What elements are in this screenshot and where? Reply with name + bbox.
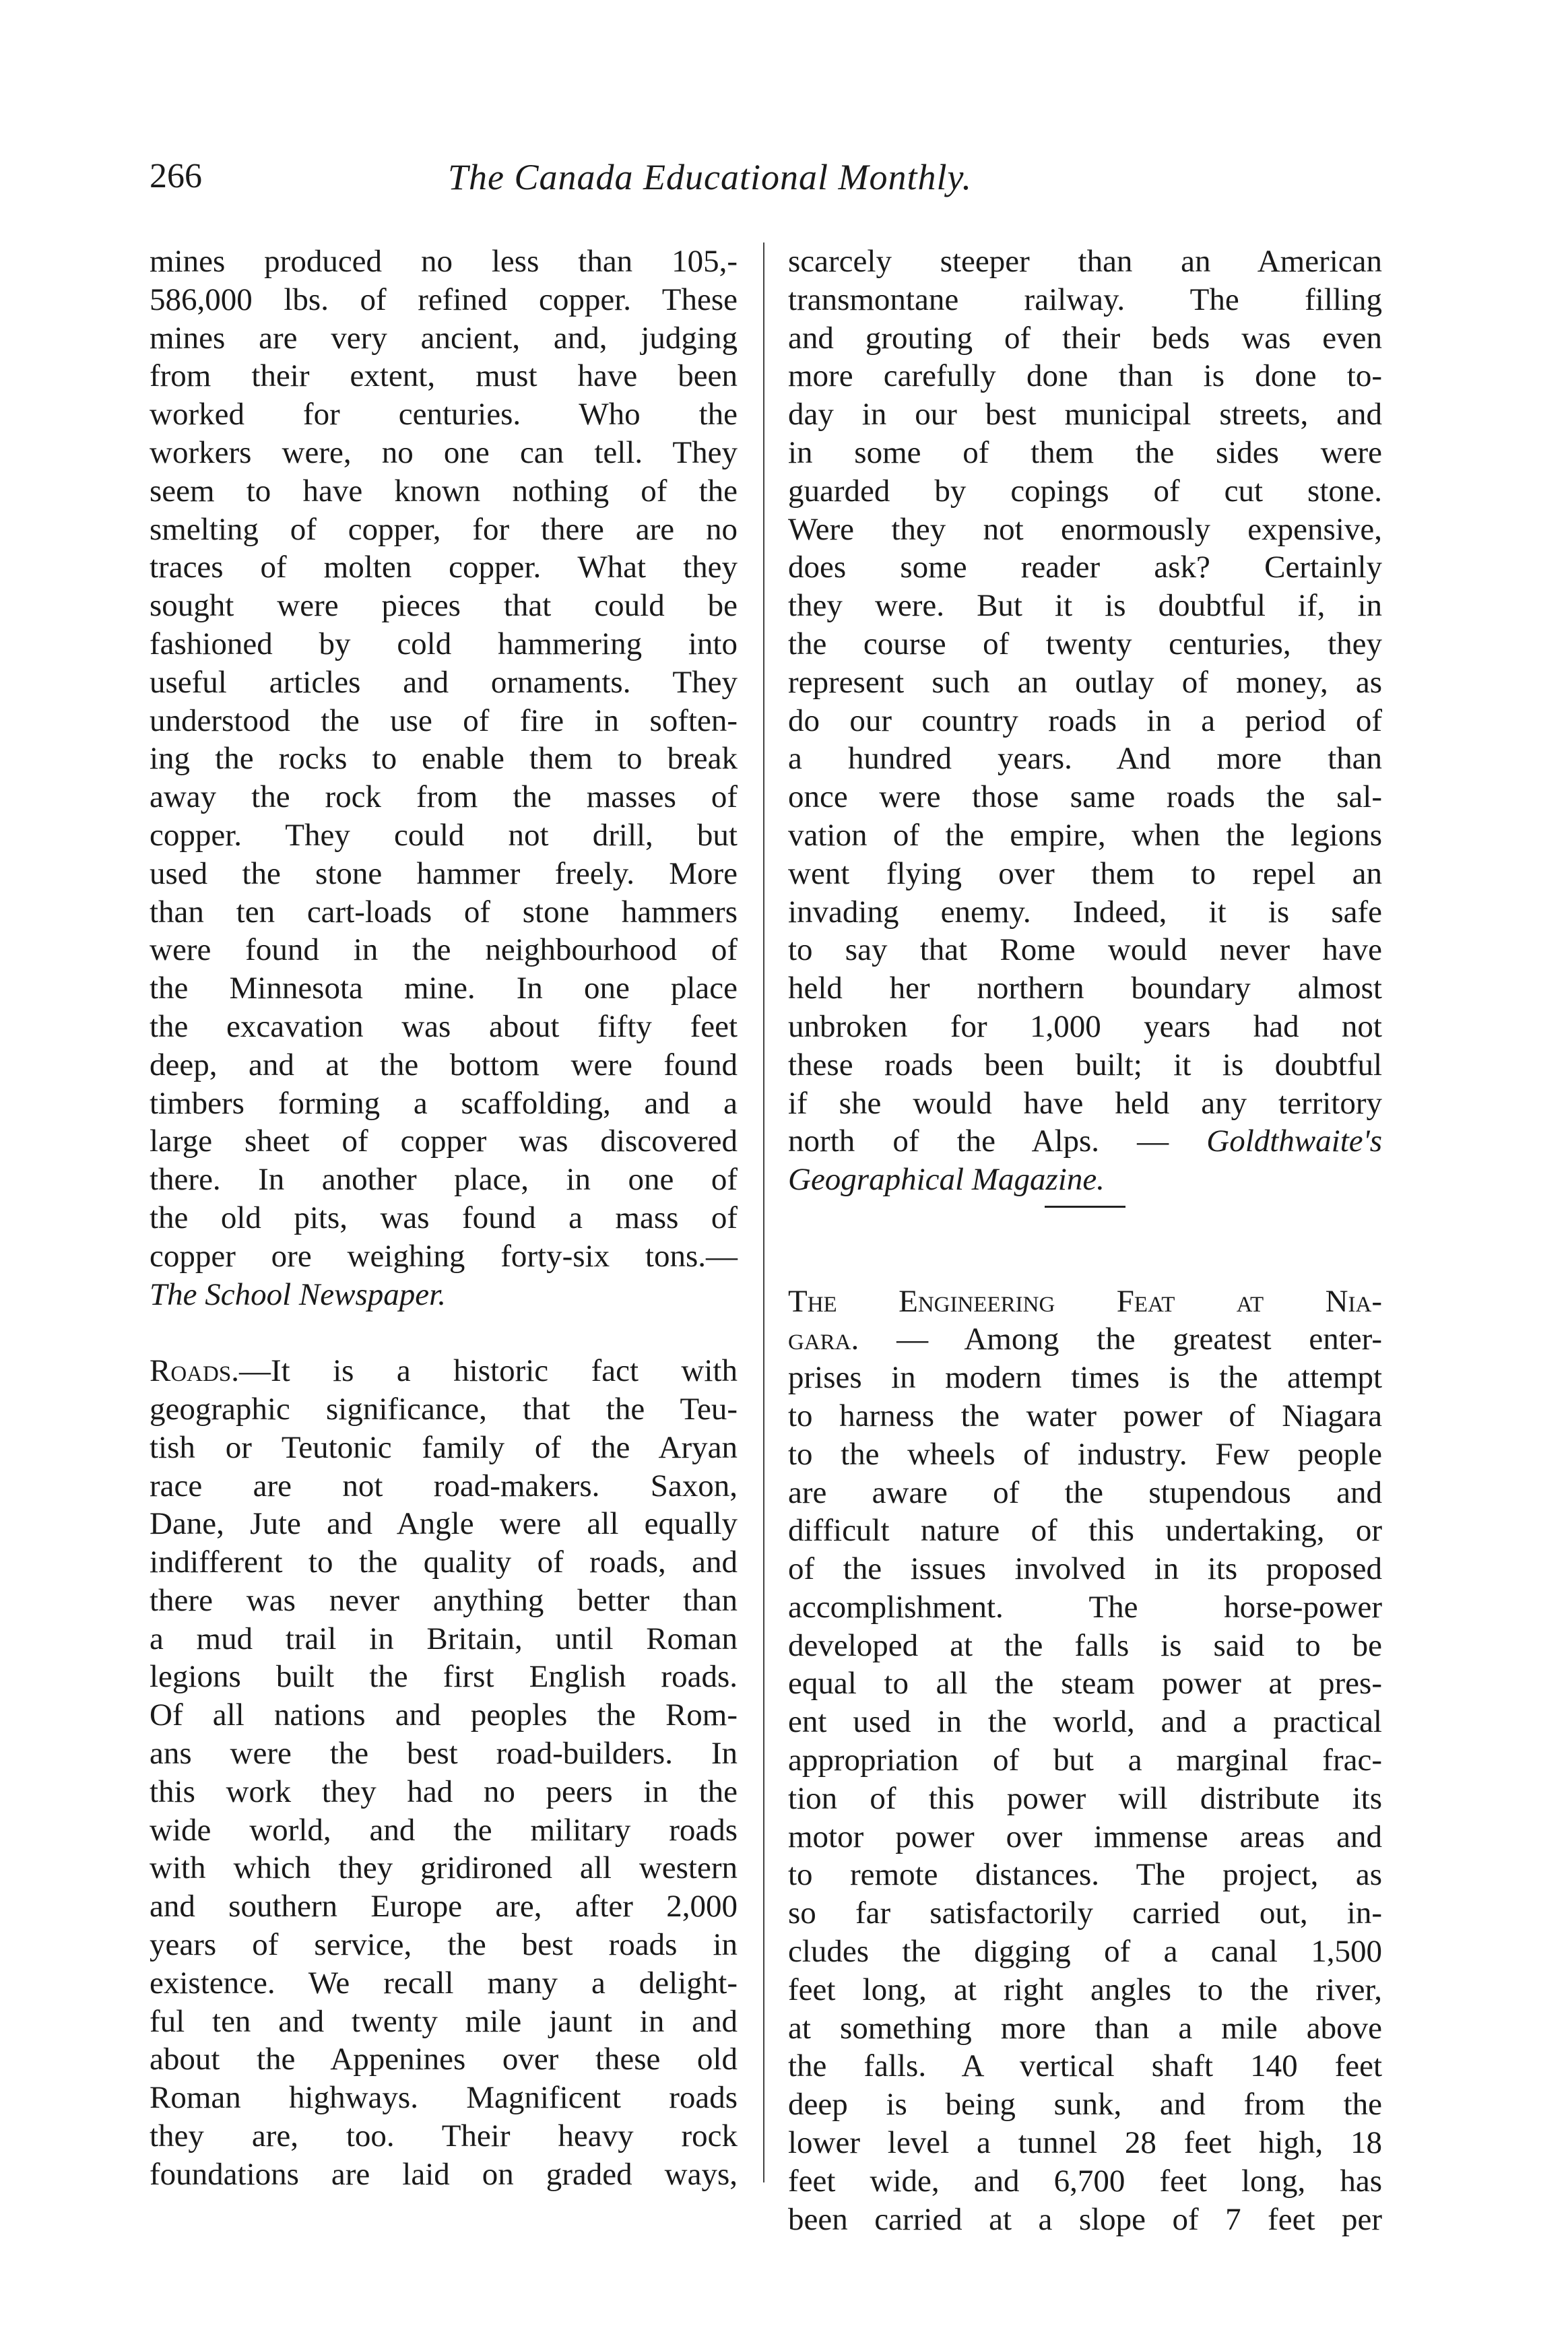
text-line: there. In another place, in one of: [150, 1162, 738, 1198]
text-line: vation of the empire, when the legions: [788, 817, 1382, 853]
text-line: [788, 1283, 1382, 1321]
text-line: Dane, Jute and Angle were all equally: [150, 1506, 738, 1542]
text-line: so far satisfactorily carried out, in-: [788, 1896, 1382, 1931]
text-line: held her northern boundary almost: [788, 971, 1382, 1006]
text-line: about the Appenines over these old: [150, 2042, 738, 2077]
text-line: the excavation was about fifty feet: [150, 1008, 738, 1044]
text-line: mines are very ancient, and, judging: [150, 320, 738, 356]
text-line: away the rock from the masses of: [150, 779, 738, 815]
text-line: deep is being sunk, and from the: [788, 2087, 1382, 2123]
text-line: sought were pieces that could be: [150, 588, 738, 624]
text-line: seem to have known nothing of the: [150, 473, 738, 509]
text-line: feet long, at right angles to the river,: [788, 1972, 1382, 2007]
text-line: useful articles and ornaments. They: [150, 664, 738, 700]
text-line: used the stone hammer freely. More: [150, 855, 738, 891]
text-line: existence. We recall many a delight-: [150, 1965, 738, 2001]
text-line: timbers forming a scaffolding, and a: [150, 1085, 738, 1121]
paragraph: [788, 1283, 1382, 2239]
text-line: day in our best municipal streets, and: [788, 397, 1382, 432]
text-line: [150, 1276, 738, 1314]
text-line: there was never anything better than: [150, 1582, 738, 1618]
text-line: they are, too. Their heavy rock: [150, 2118, 738, 2154]
text-line: geographic significance, that the Teu-: [150, 1391, 738, 1427]
running-title: The Canada Educational Monthly.: [448, 157, 972, 197]
text-line: at something more than a mile above: [788, 2010, 1382, 2046]
text-line: scarcely steeper than an American: [788, 244, 1382, 279]
text-line: in some of them the sides were: [788, 434, 1382, 470]
paragraph-gap: [150, 1314, 738, 1352]
text-line: appropriation of but a marginal frac-: [788, 1743, 1382, 1778]
text-line: feet wide, and 6,700 feet long, has: [788, 2163, 1382, 2199]
column-divider: [763, 242, 764, 2182]
text-span: north of the Alps. —: [788, 1124, 1207, 1159]
text-line: than ten cart-loads of stone hammers: [150, 894, 738, 930]
text-line: wide world, and the military roads: [150, 1812, 738, 1848]
text-line: these roads been built; it is doubtful: [788, 1047, 1382, 1082]
text-line: fashioned by cold hammering into: [150, 626, 738, 661]
text-line: workers were, no one can tell. They: [150, 434, 738, 470]
text-line: [788, 1320, 1382, 1359]
text-line: from their extent, must have been: [150, 358, 738, 394]
text-line: to say that Rome would never have: [788, 932, 1382, 968]
text-line: motor power over immense areas and: [788, 1819, 1382, 1854]
text-line: race are not road-makers. Saxon,: [150, 1468, 738, 1503]
text-line: to the wheels of industry. Few people: [788, 1436, 1382, 1472]
text-line: do our country roads in a period of: [788, 703, 1382, 738]
text-line: to remote distances. The project, as: [788, 1857, 1382, 1893]
text-line: ans were the best road-builders. In: [150, 1736, 738, 1772]
text-line: indifferent to the quality of roads, and: [150, 1545, 738, 1580]
text-line: copper ore weighing forty-six tons.—: [150, 1238, 738, 1274]
section-separator: [788, 1206, 1382, 1283]
text-line: went flying over them to repel an: [788, 855, 1382, 891]
text-line: ing the rocks to enable them to break: [150, 741, 738, 777]
text-line: of the issues involved in its proposed: [788, 1551, 1382, 1587]
text-line: a mud trail in Britain, until Roman: [150, 1621, 738, 1656]
text-line: tish or Teutonic family of the Aryan: [150, 1429, 738, 1465]
text-line: deep, and at the bottom were found: [150, 1047, 738, 1082]
text-line: Roman highways. Magnificent roads: [150, 2080, 738, 2116]
text-line: [788, 1122, 1382, 1161]
text-line: a hundred years. And more than: [788, 741, 1382, 777]
text-line: are aware of the stupendous and: [788, 1475, 1382, 1510]
text-line: difficult nature of this undertaking, or: [788, 1513, 1382, 1549]
paragraph: [788, 242, 1382, 1199]
text-line: guarded by copings of cut stone.: [788, 473, 1382, 509]
text-line: and grouting of their beds was even: [788, 320, 1382, 356]
text-line: 586,000 lbs. of refined copper. These: [150, 282, 738, 317]
text-line: and southern Europe are, after 2,000: [150, 1889, 738, 1924]
text-line: Were they not enormously expensive,: [788, 511, 1382, 547]
short-rule: [1045, 1206, 1125, 1208]
text-line: unbroken for 1,000 years had not: [788, 1008, 1382, 1044]
text-line: smelting of copper, for there are no: [150, 511, 738, 547]
text-line: accomplishment. The horse-power: [788, 1589, 1382, 1625]
text-line: ful ten and twenty mile jaunt in and: [150, 2003, 738, 2039]
text-line: invading enemy. Indeed, it is safe: [788, 894, 1382, 930]
text-line: foundations are laid on graded ways,: [150, 2156, 738, 2192]
text-line: legions built the first English roads.: [150, 1659, 738, 1695]
page-number: 266: [150, 157, 202, 195]
left-column: [150, 242, 738, 2194]
text-line: mines produced no less than 105,-: [150, 244, 738, 279]
text-line: copper. They could not drill, but: [150, 817, 738, 853]
text-line: lower level a tunnel 28 feet high, 18: [788, 2125, 1382, 2161]
text-line: traces of molten copper. What they: [150, 550, 738, 585]
small-caps-heading: The Engineering Feat at Nia-: [788, 1283, 1382, 1319]
text-line: ent used in the world, and a practical: [788, 1704, 1382, 1740]
text-line: years of service, the best roads in: [150, 1927, 738, 1963]
paragraph: [150, 1352, 738, 2194]
text-line: been carried at a slope of 7 feet per: [788, 2201, 1382, 2237]
text-line: they were. But it is doubtful if, in: [788, 588, 1382, 624]
text-line: were found in the neighbourhood of: [150, 932, 738, 968]
text-line: tion of this power will distribute its: [788, 1780, 1382, 1816]
text-line: transmontane railway. The filling: [788, 282, 1382, 317]
text-line: the old pits, was found a mass of: [150, 1200, 738, 1235]
text-line: equal to all the steam power at pres-: [788, 1666, 1382, 1702]
text-line: to harness the water power of Niagara: [788, 1398, 1382, 1433]
small-caps-heading: Roads.: [150, 1353, 239, 1389]
text-line: once were those same roads the sal-: [788, 779, 1382, 815]
page-header: [150, 156, 1382, 203]
text-line: more carefully done than is done to-: [788, 358, 1382, 394]
text-line: if she would have held any territory: [788, 1085, 1382, 1121]
text-line: the falls. A vertical shaft 140 feet: [788, 2048, 1382, 2084]
italic-text: The School Newspaper.: [150, 1276, 446, 1312]
text-line: [788, 1161, 1382, 1199]
text-line: understood the use of fire in soften-: [150, 703, 738, 738]
italic-text: Geographical Magazine.: [788, 1162, 1105, 1198]
text-line: worked for centuries. Who the: [150, 397, 738, 432]
paragraph: [150, 242, 738, 1314]
text-line: does some reader ask? Certainly: [788, 550, 1382, 585]
text-line: the Minnesota mine. In one place: [150, 971, 738, 1006]
text-line: this work they had no peers in the: [150, 1774, 738, 1809]
text-line: [150, 1352, 738, 1390]
text-line: large sheet of copper was discovered: [150, 1124, 738, 1159]
text-line: prises in modern times is the attempt: [788, 1360, 1382, 1396]
text-line: developed at the falls is said to be: [788, 1627, 1382, 1663]
text-line: cludes the digging of a canal 1,500: [788, 1934, 1382, 1970]
text-span: — Among the greatest enter-: [859, 1322, 1382, 1357]
right-column: [788, 242, 1382, 2238]
italic-text: Goldthwaite's: [1206, 1124, 1382, 1159]
text-line: Of all nations and peoples the Rom-: [150, 1697, 738, 1733]
text-span: —It is a historic fact with: [238, 1353, 738, 1389]
text-line: with which they gridironed all western: [150, 1850, 738, 1886]
text-line: the course of twenty centuries, they: [788, 626, 1382, 661]
small-caps-heading: gara.: [788, 1322, 859, 1357]
text-line: represent such an outlay of money, as: [788, 664, 1382, 700]
